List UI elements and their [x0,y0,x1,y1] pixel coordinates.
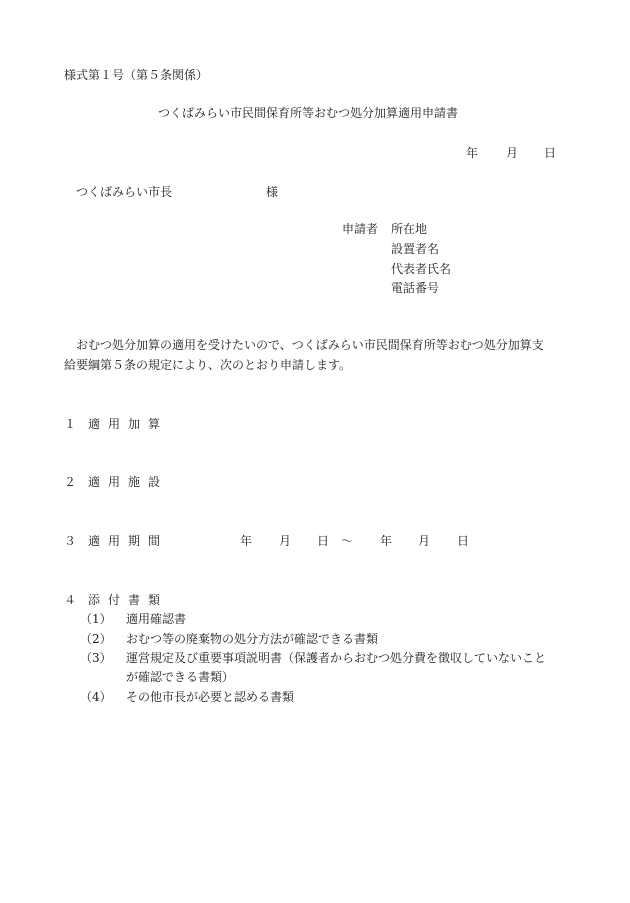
attachment-2-text: おむつ等の廃棄物の処分方法が確認できる書類 [126,632,379,646]
section-3-label: 適用期間 [88,534,169,548]
period-start-day: 日 [317,534,330,548]
section-2-number: ２ [64,475,77,489]
period-start-year: 年 [240,534,253,548]
applicant-field-founder: 設置者名 [391,242,440,256]
date-year: 年 [466,146,479,160]
attachment-1-text: 適用確認書 [126,612,187,626]
section-1-number: １ [64,417,77,431]
applicant-label: 申請者 [342,222,379,236]
attachment-2-number: （2） [80,632,112,646]
section-2-label: 適用施設 [88,475,169,489]
attachment-3-text-continued: が確認できる書類） [126,670,235,684]
applicant-field-representative: 代表者氏名 [391,262,452,276]
period-start-month: 月 [279,534,292,548]
applicant-field-phone: 電話番号 [391,281,440,295]
period-end-month: 月 [418,534,431,548]
body-line-2: 給要綱第５条の規定により、次のとおり申請します。 [64,358,352,372]
addressee-honorific: 様 [266,185,279,199]
date-month: 月 [506,146,519,160]
section-1-label: 適用加算 [88,417,169,431]
attachment-4-text: その他市長が必要と認める書類 [126,690,295,704]
section-4-label: 添付書類 [88,593,169,607]
date-day: 日 [544,146,557,160]
page-title: つくばみらい市民間保育所等おむつ処分加算適用申請書 [158,106,459,120]
applicant-field-address: 所在地 [391,222,428,236]
section-3-number: ３ [64,534,77,548]
period-end-year: 年 [380,534,393,548]
body-line-1: おむつ処分加算の適用を受けたいので、つくばみらい市民間保育所等おむつ処分加算支 [76,338,544,352]
period-end-day: 日 [457,534,470,548]
attachment-4-number: （4） [80,690,112,704]
section-4-number: ４ [64,593,77,607]
form-number: 様式第１号（第５条関係） [64,68,209,82]
period-tilde: ～ [341,534,354,548]
attachment-1-number: （1） [80,612,112,626]
attachment-3-number: （3） [80,651,112,665]
attachment-3-text: 運営規定及び重要事項説明書（保護者からおむつ処分費を徴収していないこと [126,651,547,665]
addressee-name: つくばみらい市長 [76,185,173,199]
